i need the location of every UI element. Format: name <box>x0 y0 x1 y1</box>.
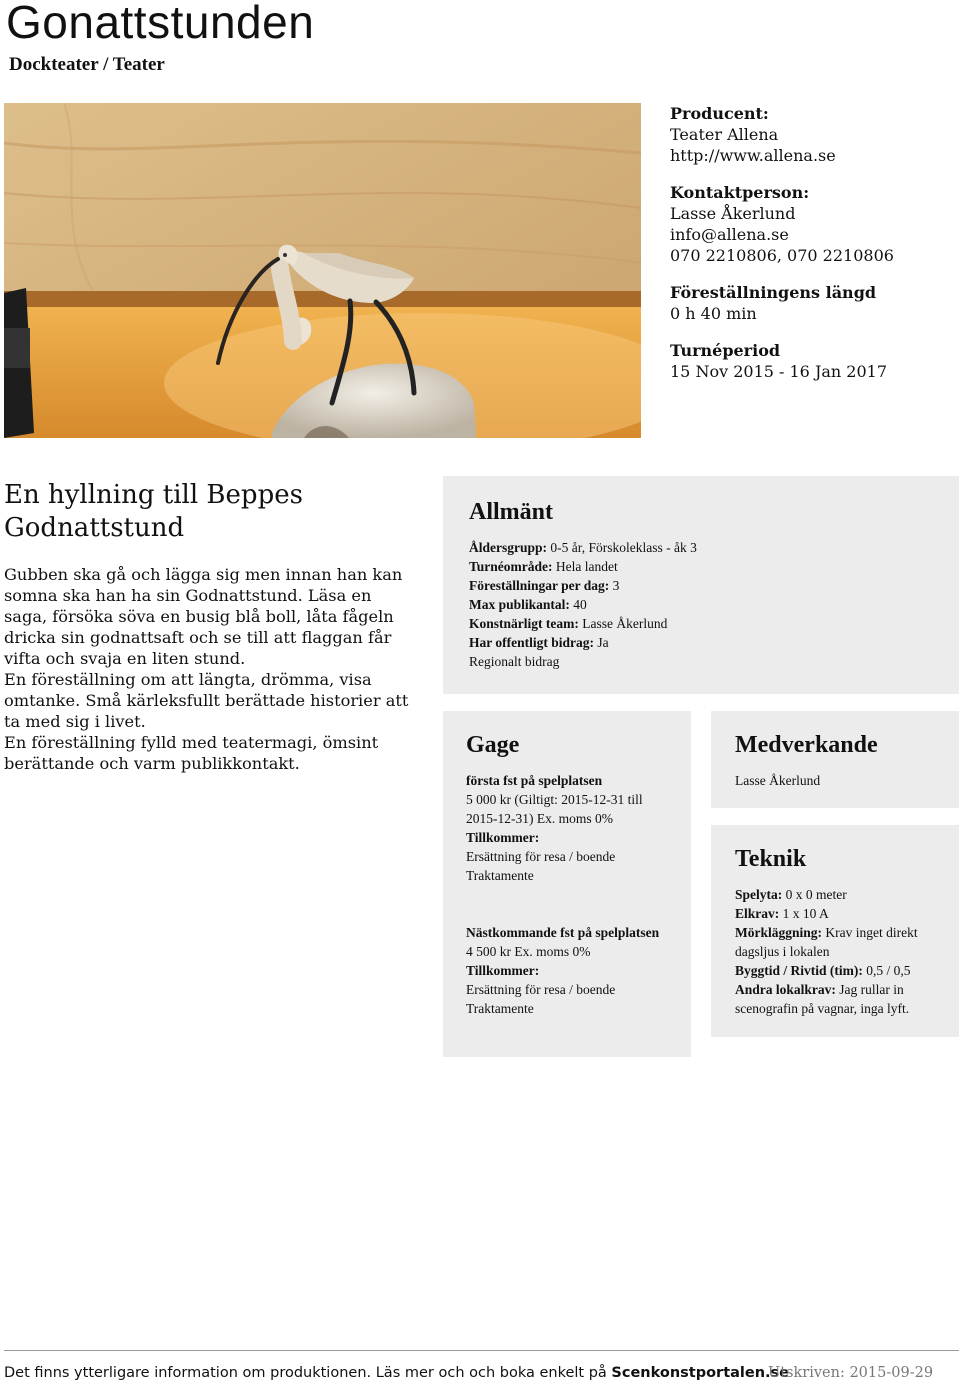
contact-email-link[interactable]: info@allena.se <box>670 225 789 244</box>
build-time-row: Byggtid / Rivtid (tim): 0,5 / 0,5 <box>735 963 911 978</box>
participants-box <box>711 711 959 808</box>
producer-name: Teater Allena <box>670 125 779 144</box>
producer-block <box>670 103 955 166</box>
spacer <box>466 885 668 923</box>
venue-requirements-row: Andra lokalkrav: Jag rullar in scenografin på vagnar, inga lyft. <box>735 982 910 1016</box>
length-block <box>670 282 955 324</box>
production-info <box>670 103 955 398</box>
production-photo <box>4 103 641 438</box>
participants-heading: Medverkande <box>735 732 878 758</box>
description-paragraph: Gubben ska gå och lägga sig men innan han kan somna ska han ha sin Godnattstund. Läsa en saga, försöka söva en busig blå boll, låta fågeln dricka sin godnattsaft och se till att flaggan får vifta och svaja en liten stund. <box>4 565 403 668</box>
tour-period-label: Turnéperiod <box>670 341 781 360</box>
next-extra-label: Tillkommer: <box>466 963 540 978</box>
max-audience-row: Max publikantal: 40 <box>469 597 587 612</box>
next-extra-item: Traktamente <box>466 1001 534 1016</box>
producer-label: Producent: <box>670 104 769 123</box>
shows-per-day-row: Föreställningar per dag: 3 <box>469 578 620 593</box>
length-value: 0 h 40 min <box>670 304 757 323</box>
description-text <box>4 564 414 774</box>
support-type: Regionalt bidrag <box>469 654 560 669</box>
general-box <box>443 476 959 694</box>
producer-url-link[interactable]: http://www.allena.se <box>670 146 836 165</box>
general-heading: Allmänt <box>469 499 553 525</box>
contact-block <box>670 182 955 266</box>
fee-heading: Gage <box>466 732 520 758</box>
description-paragraph: En föreställning om att längta, drömma, visa omtanke. Små kärleksfullt berättade historier att ta med sig i livet. <box>4 670 409 731</box>
public-support-row: Har offentligt bidrag: Ja <box>469 635 609 650</box>
contact-label: Kontaktperson: <box>670 183 810 202</box>
footer <box>4 1363 959 1383</box>
first-extra-item: Traktamente <box>466 868 534 883</box>
tour-area-row: Turnéområde: Hela landet <box>469 559 618 574</box>
description-heading: En hyllning till Beppes Godnattstund <box>4 480 303 543</box>
tour-period-value: 15 Nov 2015 - 16 Jan 2017 <box>670 362 888 381</box>
description-paragraph: En föreställning fylld med teatermagi, ömsint berättande och varm publikkontakt. <box>4 733 379 773</box>
technical-heading: Teknik <box>735 846 807 872</box>
age-group-row: Åldersgrupp: 0-5 år, Förskoleklass - åk 3 <box>469 540 697 555</box>
participant-name: Lasse Åkerlund <box>735 773 821 788</box>
printed-date: Utskriven: 2015-09-29 <box>768 1365 934 1381</box>
technical-box <box>711 825 959 1037</box>
next-show-label: Nästkommande fst på spelplatsen <box>466 925 660 940</box>
first-show-price: 5 000 kr (Giltigt: 2015-12-31 till 2015-12-31) Ex. moms 0% <box>466 792 643 826</box>
next-extra-item: Ersättning för resa / boende <box>466 982 616 997</box>
contact-phone: 070 2210806, 070 2210806 <box>670 246 894 265</box>
footer-divider <box>4 1350 959 1351</box>
tour-period-block <box>670 340 955 382</box>
footer-text: Det finns ytterligare information om produktionen. Läs mer och och boka enkelt på <box>4 1365 612 1381</box>
stage-size-row: Spelyta: 0 x 0 meter <box>735 887 847 902</box>
first-extra-item: Ersättning för resa / boende <box>466 849 616 864</box>
next-show-price: 4 500 kr Ex. moms 0% <box>466 944 591 959</box>
length-label: Föreställningens längd <box>670 283 877 302</box>
power-row: Elkrav: 1 x 10 A <box>735 906 829 921</box>
fee-box <box>443 711 691 1057</box>
first-extra-label: Tillkommer: <box>466 830 540 845</box>
photo-wooden-bird-icon <box>4 103 641 438</box>
portal-link[interactable]: Scenkonstportalen.se <box>611 1365 790 1381</box>
blackout-row: Mörkläggning: Krav inget direkt dagsljus i lokalen <box>735 925 918 959</box>
category-subtitle: Dockteater / Teater <box>9 54 165 75</box>
artistic-team-row: Konstnärligt team: Lasse Åkerlund <box>469 616 668 631</box>
first-show-label: första fst på spelplatsen <box>466 773 603 788</box>
contact-name: Lasse Åkerlund <box>670 204 796 223</box>
page-title: Gonattstunden <box>6 0 315 48</box>
